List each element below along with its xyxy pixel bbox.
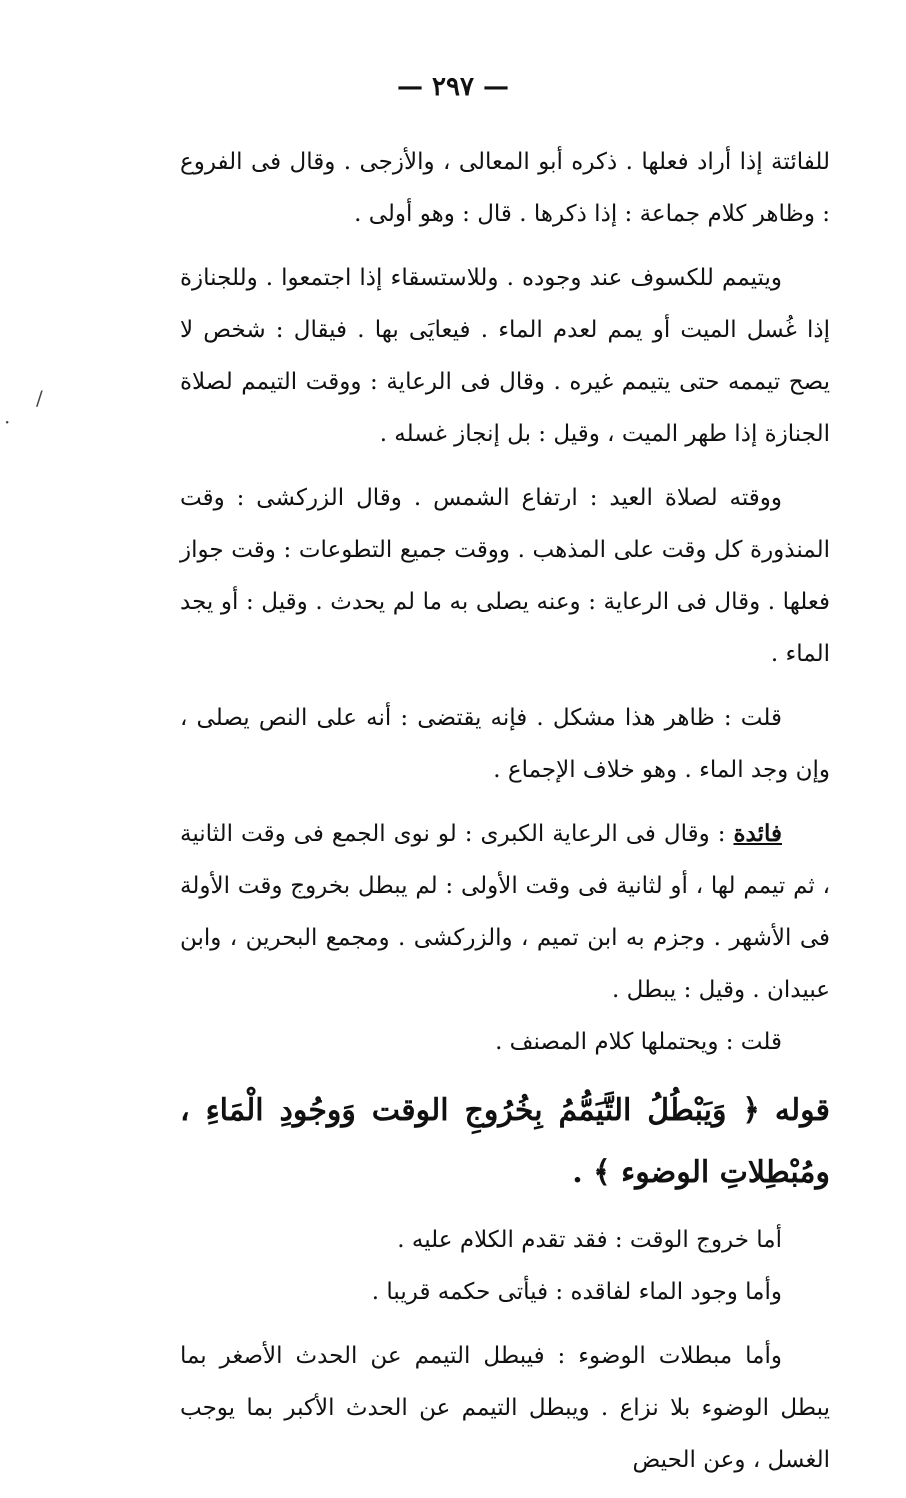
paragraph-9: وأما مبطلات الوضوء : فيبطل التيمم عن الحدث الأصغر بما يبطل الوضوء بلا نزاع . ويبطل التيمم عن الحدث الأكبر بما يوجب الغسل ، وعن الحيض — [180, 1343, 830, 1473]
paragraph-6: قلت : ويحتملها كلام المصنف . — [495, 1029, 782, 1055]
paragraph-2: ويتيمم للكسوف عند وجوده . وللاستسقاء إذا اجتمعوا . وللجنازة إذا غُسل الميت أو يمم لعدم الماء . فيعايَى بها . فيقال : شخص لا يصح تيممه حتى يتيمم غيره . وقال فى الرعاية : ووقت التيمم لصلاة الجنازة إذا طهر الميت ، وقيل : بل إنجاز غسله . — [180, 265, 830, 447]
paragraph-4: قلت : ظاهر هذا مشكل . فإنه يقتضى : أنه على النص يصلى ، وإن وجد الماء . وهو خلاف الإجماع . — [180, 705, 830, 783]
heading-label: قوله — [774, 1093, 830, 1128]
note-text: : وقال فى الرعاية الكبرى : لو نوى الجمع فى وقت الثانية ، ثم تيمم لها ، أو لثانية فى وقت الأولى : لم يبطل بخروج وقت الأولة فى الأشهر . وجزم به ابن تميم ، والزركشى . ومجمع البحرين ، وابن عبيدان . وقيل : يبطل . — [180, 821, 830, 1003]
paragraph-7: أما خروج الوقت : فقد تقدم الكلام عليه . — [397, 1227, 782, 1253]
paragraph-8: وأما وجود الماء لفاقده : فيأتى حكمه قريبا . — [371, 1279, 782, 1305]
paragraph-1: للفائتة إذا أراد فعلها . ذكره أبو المعالى ، والأزجى . وقال فى الفروع : وظاهر كلام جماعة : إذا ذكرها . قال : وهو أولى . — [180, 149, 830, 227]
heading-quote: ﴿ وَيَبْطُلُ التَّيَمُّمُ بِخُرُوجِ الوقت وَوجُودِ الْمَاءِ ، ومُبْطِلاتِ الوضوء ﴾ . — [180, 1093, 830, 1190]
paragraph-3: ووقته لصلاة العيد : ارتفاع الشمس . وقال الزركشى : وقت المنذورة كل وقت على المذهب . ووقت جميع التطوعات : وقت جواز فعلها . وقال فى الرعاية : وعنه يصلى به ما لم يحدث . وقيل : أو يجد الماء . — [180, 485, 830, 667]
body-text — [180, 136, 830, 1498]
commentary-heading — [180, 1080, 830, 1204]
page-number: — ٢٩٧ — — [396, 72, 510, 102]
margin-dot: · — [4, 410, 11, 434]
margin-mark: / — [36, 386, 43, 410]
paragraph-5 — [180, 808, 830, 1016]
note-label: فائدة — [733, 820, 782, 847]
